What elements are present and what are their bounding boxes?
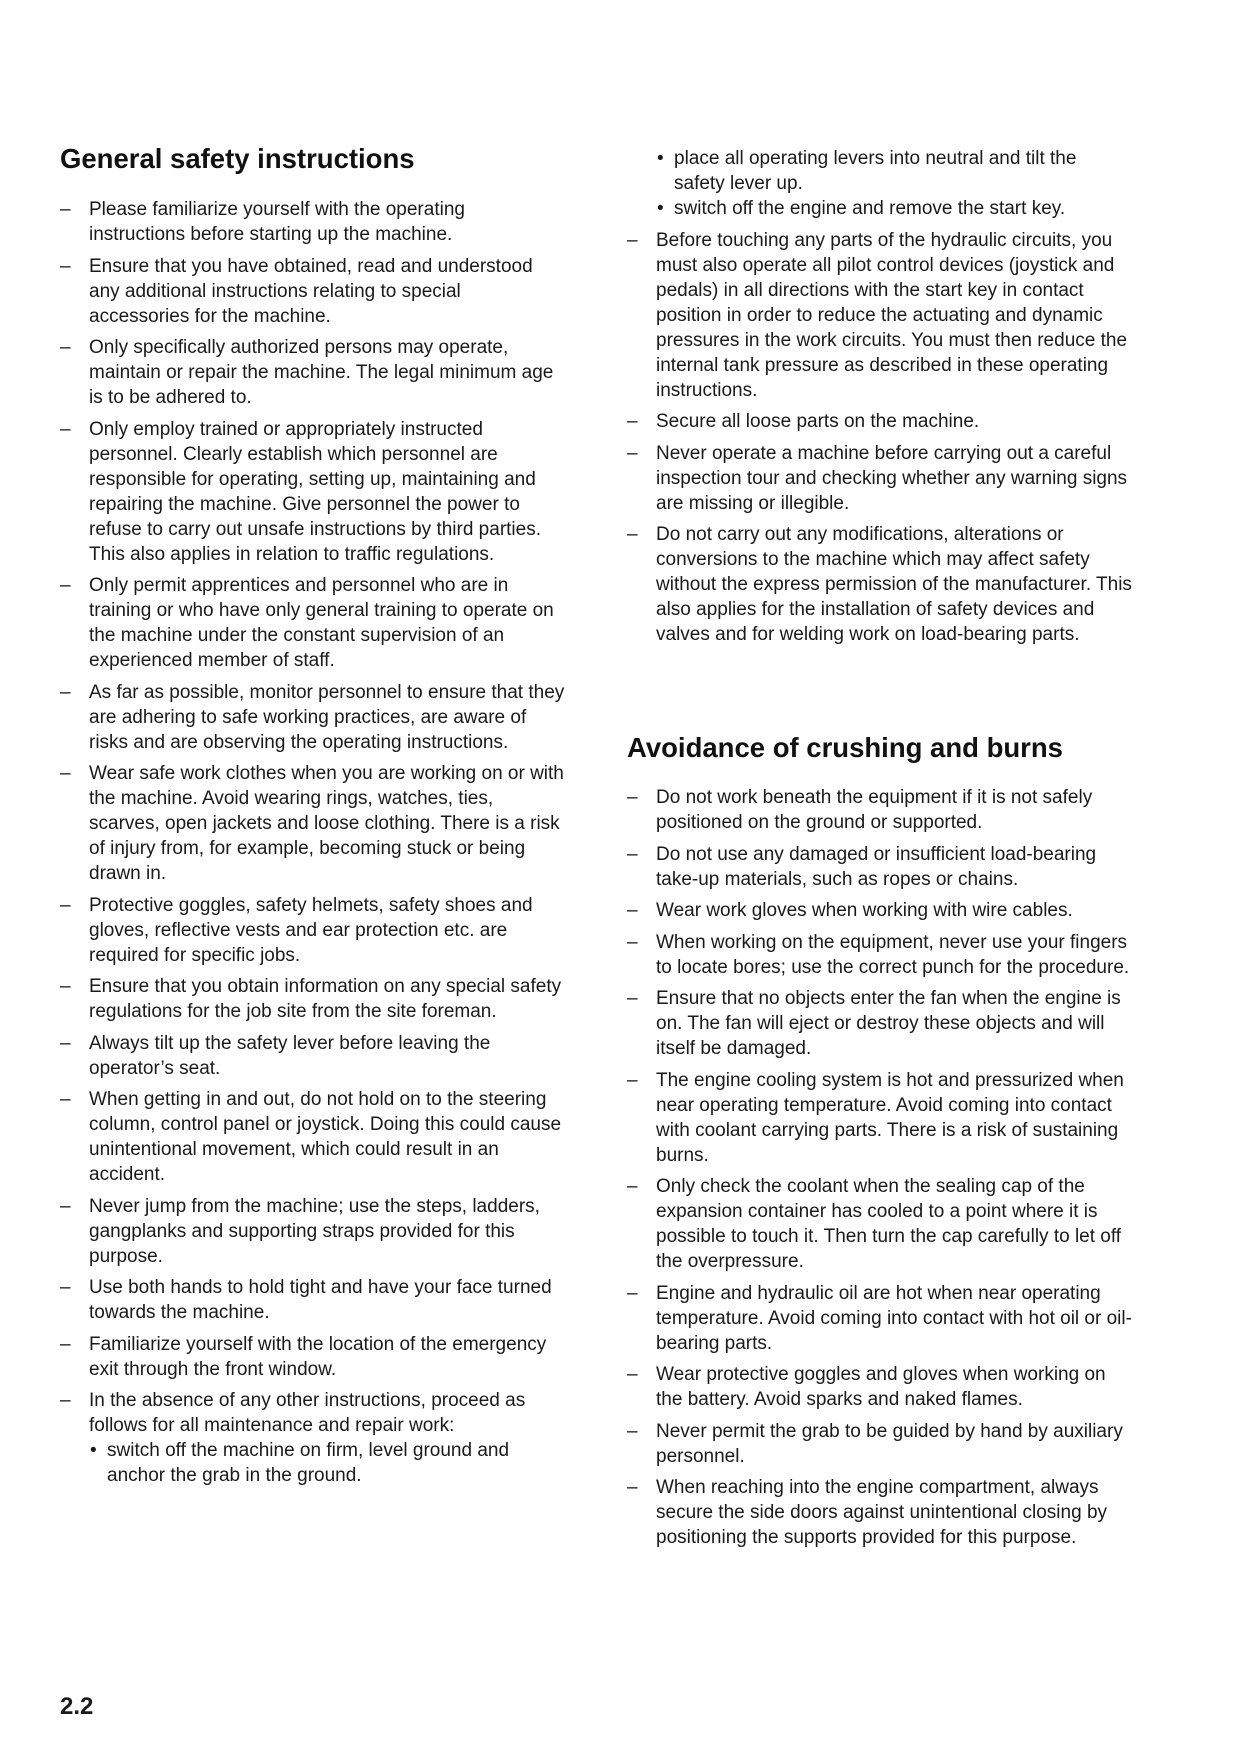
page-number: 2.2 [60, 1693, 94, 1720]
sub-list-item [89, 1438, 565, 1488]
maintenance-steps-list [89, 1438, 565, 1488]
dash-bullet-icon: – [60, 1390, 71, 1411]
list-item [60, 680, 565, 755]
dash-bullet-icon: – [627, 1364, 638, 1385]
section-heading-general-safety: General safety instructions [60, 143, 415, 174]
dash-bullet-icon: – [627, 931, 638, 953]
section-heading-crushing-burns: Avoidance of crushing and burns [627, 732, 1063, 763]
list-item [627, 898, 1132, 923]
list-item-text: The engine cooling system is hot and pressurized when near operating temperature. Avoid coming into contact with coolant carrying parts. There is a risk of sustaining burns. [656, 1069, 1124, 1166]
list-item [60, 893, 565, 968]
list-item-text: Do not work beneath the equipment if it is not safely positioned on the ground or supported. [656, 787, 1093, 833]
list-item-text: Please familiarize yourself with the operating instructions before starting up the machine. [89, 199, 465, 245]
bullet-dot-icon: • [90, 1440, 97, 1461]
dash-bullet-icon: – [627, 1069, 638, 1091]
dash-bullet-icon: – [60, 418, 71, 440]
list-item [60, 974, 565, 1024]
dash-bullet-icon: – [60, 1333, 71, 1355]
general-safety-continued [627, 146, 1132, 654]
list-item-text: Ensure that you have obtained, read and understood any additional instructions relating to special accessories for the machine. [89, 255, 533, 327]
list-item-text: In the absence of any other instructions, proceed as follows for all maintenance and repair work: [89, 1390, 526, 1436]
list-item [60, 573, 565, 673]
list-item [627, 842, 1132, 892]
list-item [627, 409, 1132, 434]
list-item [627, 785, 1132, 835]
dash-bullet-icon: – [627, 524, 638, 545]
list-item [60, 417, 565, 567]
list-item [627, 930, 1132, 980]
list-item-text: When reaching into the engine compartment, always secure the side doors against unintentional closing by positioning the supports provided for this purpose. [656, 1477, 1108, 1548]
general-safety-list-continued [627, 228, 1132, 648]
list-item-text: Wear work gloves when working with wire cables. [656, 900, 1073, 921]
list-item-text: Only specifically authorized persons may operate, maintain or repair the machine. The legal minimum age is to be adhered to. [89, 337, 554, 408]
dash-bullet-icon: – [60, 1032, 71, 1054]
list-item [627, 1475, 1132, 1550]
list-item [627, 1068, 1132, 1168]
list-item-text: Never permit the grab to be guided by hand by auxiliary personnel. [656, 1420, 1123, 1467]
list-item [627, 1362, 1132, 1412]
list-item [627, 1281, 1132, 1356]
list-item [627, 228, 1132, 403]
dash-bullet-icon: – [627, 1282, 638, 1304]
dash-bullet-icon: – [627, 1477, 638, 1498]
list-item-text: Protective goggles, safety helmets, safety shoes and gloves, reflective vests and ear protection etc. are required for specific jobs. [89, 894, 533, 966]
crushing-burns-list [627, 785, 1132, 1550]
bullet-dot-icon: • [657, 198, 664, 219]
dash-bullet-icon: – [627, 442, 638, 464]
list-item [60, 1087, 565, 1187]
list-item [627, 522, 1132, 647]
list-item-text: Before touching any parts of the hydraulic circuits, you must also operate all pilot control devices (joystick and pedals) in all directions with the start key in contact position in order to reduce the actuating and dynamic pressures in the work circuits. You must then reduce the internal tank pressure as described in these operating instructions. [656, 229, 1128, 401]
sub-list-item-text: switch off the engine and remove the start key. [674, 198, 1066, 219]
list-item [60, 254, 565, 329]
dash-bullet-icon: – [627, 229, 638, 251]
list-item-text: Wear safe work clothes when you are working on or with the machine. Avoid wearing rings, watches, ties, scarves, open jackets and loose clothing. There is a risk of injury from, for example, becoming stuck or being drawn in. [89, 763, 564, 884]
list-item-text: Ensure that no objects enter the fan when the engine is on. The fan will eject or destroy these objects and will itself be damaged. [656, 988, 1121, 1059]
dash-bullet-icon: – [60, 255, 71, 277]
dash-bullet-icon: – [60, 1277, 71, 1298]
list-item-text: Always tilt up the safety lever before leaving the operator’s seat. [89, 1032, 491, 1079]
list-item-text: As far as possible, monitor personnel to ensure that they are adhering to safe working practices, are aware of risks and are observing the operating instructions. [89, 681, 565, 753]
list-item [60, 1031, 565, 1081]
list-item-text: Only permit apprentices and personnel who are in training or who have only general training to operate on the machine under the constant supervision of an experienced member of staff. [89, 575, 554, 671]
list-item [60, 1194, 565, 1269]
dash-bullet-icon: – [60, 976, 71, 997]
dash-bullet-icon: – [60, 681, 71, 703]
sub-list-item-text: place all operating levers into neutral and tilt the safety lever up. [674, 148, 1077, 194]
list-item-text: Never jump from the machine; use the steps, ladders, gangplanks and supporting straps provided for this purpose. [89, 1195, 540, 1267]
document-page [60, 0, 1140, 1755]
list-item-text: Only check the coolant when the sealing cap of the expansion container has cooled to a point where it is possible to touch it. Then turn the cap carefully to let off the overpressure. [656, 1176, 1122, 1272]
dash-bullet-icon: – [627, 900, 638, 921]
list-item [60, 335, 565, 410]
sub-list-item [656, 196, 1132, 221]
list-item-text: Never operate a machine before carrying out a careful inspection tour and checking whether any warning signs are missing or illegible. [656, 442, 1128, 514]
list-item [60, 1275, 565, 1325]
list-item-text: Ensure that you obtain information on any special safety regulations for the job site from the site foreman. [89, 976, 562, 1022]
list-item-text: Secure all loose parts on the machine. [656, 411, 980, 432]
dash-bullet-icon: – [60, 199, 71, 220]
list-item-text: Wear protective goggles and gloves when working on the battery. Avoid sparks and naked flames. [656, 1364, 1106, 1410]
dash-bullet-icon: – [60, 894, 71, 916]
list-item [60, 1388, 565, 1488]
list-item-text: When working on the equipment, never use your fingers to locate bores; use the correct punch for the procedure. [656, 931, 1130, 978]
crushing-burns-list-container [627, 785, 1132, 1557]
dash-bullet-icon: – [627, 988, 638, 1009]
list-item [60, 197, 565, 247]
list-item-text: Only employ trained or appropriately instructed personnel. Clearly establish which personnel are responsible for operating, setting up, maintaining and repairing the machine. Give personnel the power to refuse to carry out unsafe instructions by third parties. This also applies in relation to traffic regulations. [89, 418, 541, 565]
dash-bullet-icon: – [627, 843, 638, 865]
general-safety-list-container [60, 197, 565, 1495]
list-item-text: Do not carry out any modifications, alterations or conversions to the machine which may affect safety without the express permission of the manufacturer. This also applies for the installation of safety devices and valves and for welding work on load-bearing parts. [656, 524, 1132, 645]
list-item [60, 1332, 565, 1382]
dash-bullet-icon: – [60, 1089, 71, 1110]
list-item [627, 986, 1132, 1061]
dash-bullet-icon: – [627, 1420, 638, 1442]
dash-bullet-icon: – [60, 337, 71, 358]
list-item-text: Use both hands to hold tight and have your face turned towards the machine. [89, 1277, 552, 1323]
list-item [627, 1174, 1132, 1274]
sub-list-item-text: switch off the machine on firm, level ground and anchor the grab in the ground. [107, 1440, 510, 1486]
list-item [627, 441, 1132, 516]
general-safety-list [60, 197, 565, 1488]
list-item [60, 761, 565, 886]
sub-list-item [656, 146, 1132, 196]
dash-bullet-icon: – [627, 411, 638, 432]
dash-bullet-icon: – [60, 575, 71, 596]
bullet-dot-icon: • [657, 148, 664, 169]
dash-bullet-icon: – [627, 787, 638, 808]
list-item-text: When getting in and out, do not hold on to the steering column, control panel or joystick. Doing this could cause unintentional movement, which could result in an accident. [89, 1089, 562, 1185]
list-item-text: Familiarize yourself with the location of the emergency exit through the front window. [89, 1333, 547, 1380]
list-item-text: Do not use any damaged or insufficient load-bearing take-up materials, such as ropes or chains. [656, 843, 1097, 890]
list-item-text: Engine and hydraulic oil are hot when near operating temperature. Avoid coming into contact with hot oil or oil-bearing parts. [656, 1282, 1132, 1354]
dash-bullet-icon: – [60, 1195, 71, 1217]
dash-bullet-icon: – [627, 1176, 638, 1197]
list-item [627, 1419, 1132, 1469]
dash-bullet-icon: – [60, 763, 71, 784]
maintenance-steps-continued-list [627, 146, 1132, 221]
